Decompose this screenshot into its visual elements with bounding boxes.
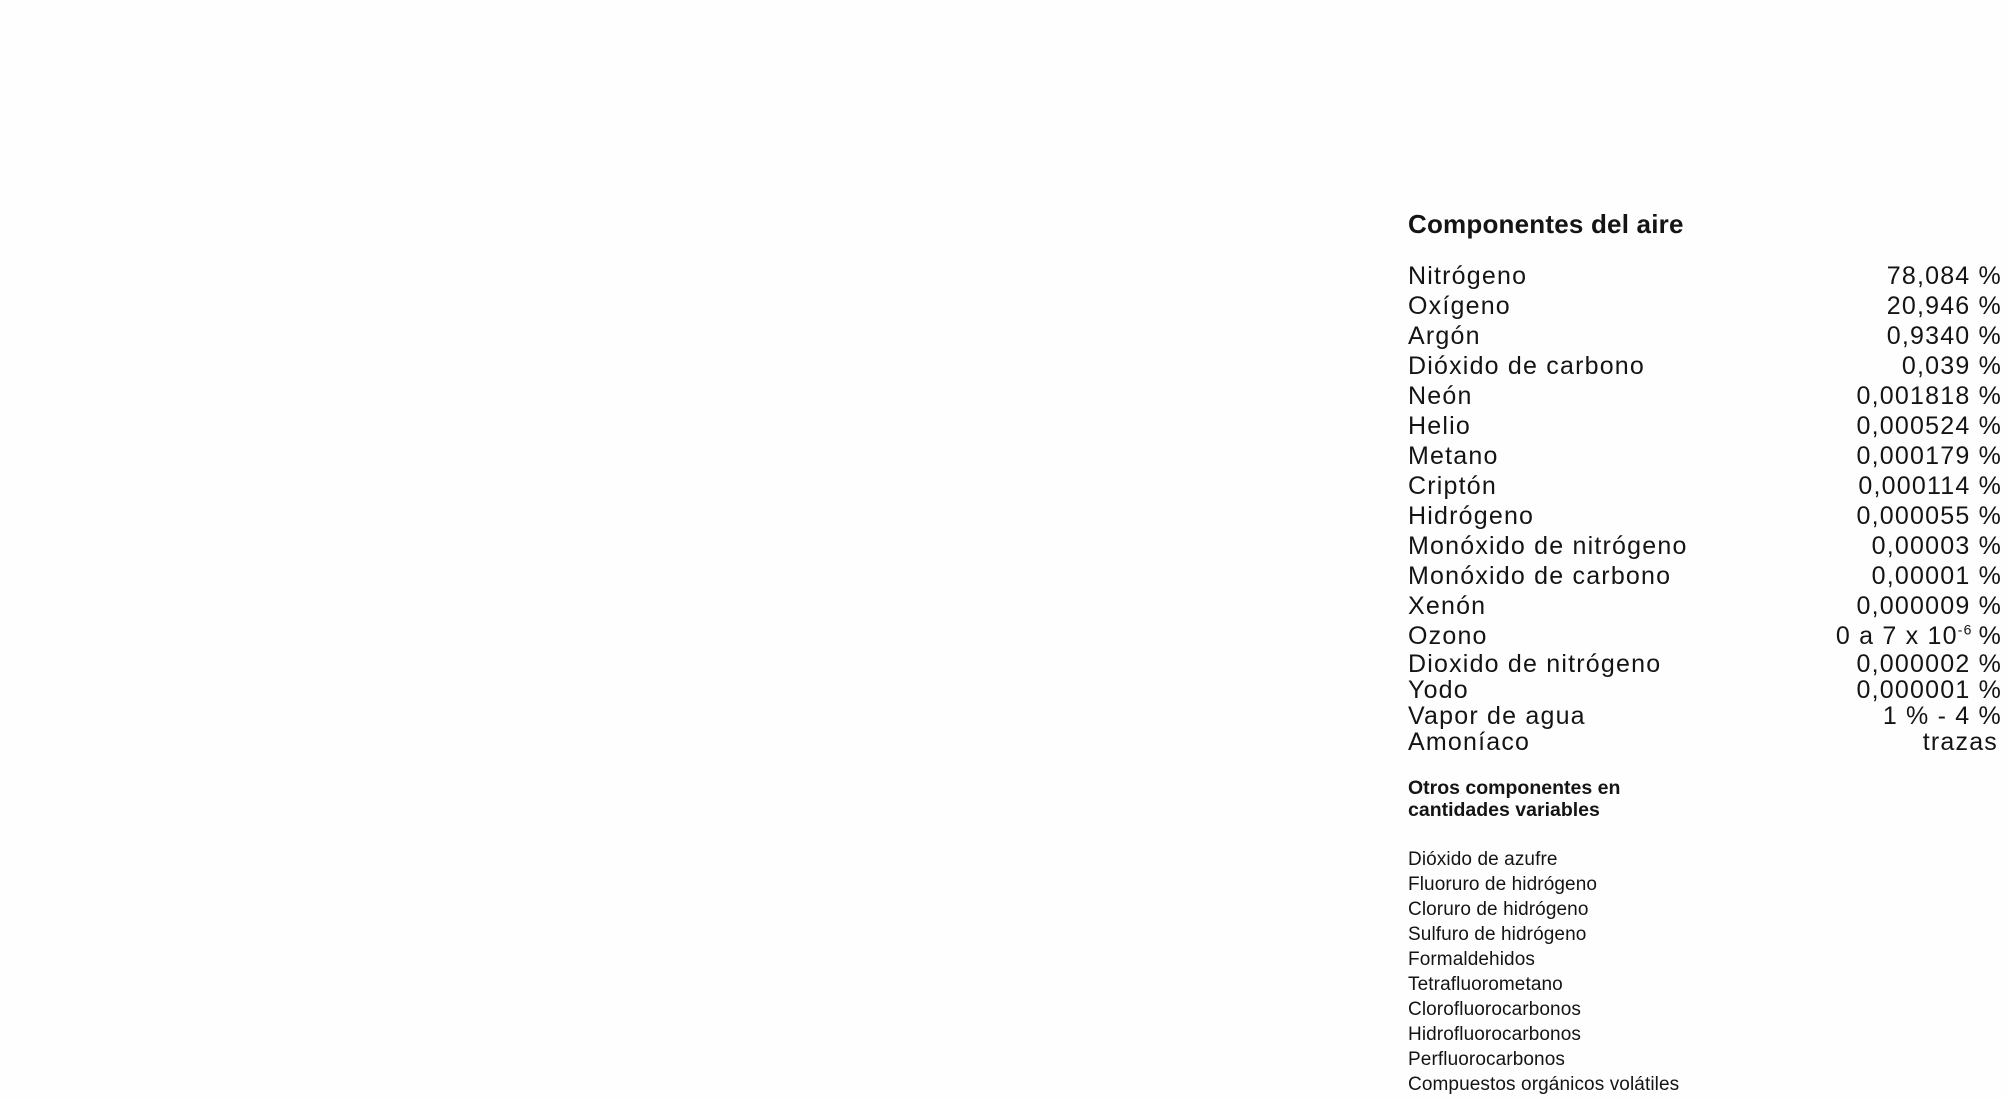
component-row: Argón 0,9340 % [1408,322,2002,350]
list-item: Dióxido de azufre [1408,849,1558,870]
list-item: Sulfuro de hidrógeno [1408,924,1587,945]
component-row: Hidrógeno 0,000055 % [1408,502,2002,530]
list-item: Fluoruro de hidrógeno [1408,874,1598,895]
list-item: Formaldehidos [1408,949,1535,970]
ozone-value: 0 a 7 x $10^{-6}$ % [1835,621,2002,650]
list-item: Compuestos orgánicos volátiles [1408,1074,1680,1095]
list-item: Perfluorocarbonos [1408,1049,1565,1070]
component-row-ozone: Ozono 0 a 7 x $10^{-6}$ % [1408,621,2002,650]
component-row: Vapor de agua 1 % - 4 % [1408,702,2002,730]
component-row: Amoníaco trazas [1408,728,1998,756]
component-row: Monóxido de nitrógeno 0,00003 % [1408,532,2002,560]
component-row: Oxígeno 20,946 % [1408,292,2002,320]
list-item: Hidrofluorocarbonos [1408,1024,1581,1045]
component-row: Helio 0,000524 % [1408,412,2002,440]
others-list [1408,847,2002,1097]
component-row: Dioxido de nitrógeno 0,000002 % [1408,650,2002,678]
air-components-panel [1408,208,2002,1097]
component-row: Nitrógeno 78,084 % [1408,262,2002,290]
list-item: Tetrafluorometano [1408,974,1563,995]
list-item: Cloruro de hidrógeno [1408,899,1589,920]
page-title: Componentes del aire [1408,209,1684,239]
component-row: Metano 0,000179 % [1408,442,2002,470]
components-list [1408,261,2002,755]
component-row: Neón 0,001818 % [1408,382,2002,410]
component-row: Criptón 0,000114 % [1408,472,2002,500]
list-item: Clorofluorocarbonos [1408,999,1581,1020]
component-row: Monóxido de carbono 0,00001 % [1408,562,2002,590]
component-row: Xenón 0,000009 % [1408,592,2002,620]
component-row: Dióxido de carbono 0,039 % [1408,352,2002,380]
others-subtitle: Otros componentes en cantidades variables [1408,777,1621,821]
component-row: Yodo 0,000001 % [1408,676,2002,704]
